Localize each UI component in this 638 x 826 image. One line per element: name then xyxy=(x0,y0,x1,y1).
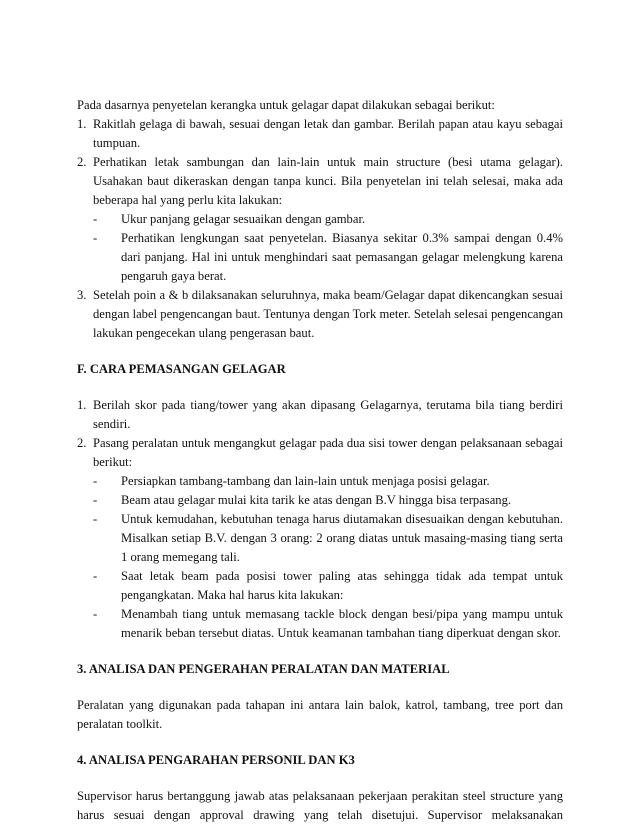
list-number: 1. xyxy=(77,398,87,412)
list-item-text: Perhatikan letak sambungan dan lain-lain untuk main structure (besi utama gelagar). Usahakan baut dikeraskan dengan tanpa kunci. Bila penyetelan ini telah selesai, maka ada beberapa hal yang perlu kita lakukan: xyxy=(93,155,563,207)
list-number: 2. xyxy=(77,436,87,450)
dash-bullet: - xyxy=(93,231,98,245)
sub-list-item xyxy=(93,567,563,605)
sub-item-text: Untuk kemudahan, kebutuhan tenaga harus diutamakan disesuaikan dengan kebutuhan. Misalkan setiap B.V. dengan 3 orang: 2 orang diatas untuk masaing-masing tiang serta 1 orang memegang tali. xyxy=(121,512,563,564)
sub-item-text: Ukur panjang gelagar sesuaikan dengan gambar. xyxy=(121,212,366,226)
section-4-paragraph: Supervisor harus bertanggung jawab atas pelaksanaan pekerjaan perakitan steel structure yang harus sesuai dengan approval drawing yang telah disetujui. Supervisor melaksanakan xyxy=(77,789,563,822)
list-item xyxy=(77,115,563,153)
sub-list-item xyxy=(93,472,563,491)
section-heading-4: 4. ANALISA PENGARAHAN PERSONIL DAN K3 xyxy=(77,753,355,767)
list-item-text: Berilah skor pada tiang/tower yang akan dipasang Gelagarnya, terutama bila tiang berdiri sendiri. xyxy=(93,398,563,431)
list-item-text: Rakitlah gelaga di bawah, sesuai dengan letak dan gambar. Berilah papan atau kayu sebagai tumpuan. xyxy=(93,117,563,150)
sub-list xyxy=(93,210,563,286)
sub-item-text: Persiapkan tambang-tambang dan lain-lain untuk menjaga posisi gelagar. xyxy=(121,474,490,488)
sub-list-item xyxy=(93,605,563,643)
list-item xyxy=(77,153,563,210)
sub-list-item xyxy=(93,210,563,229)
dash-bullet: - xyxy=(93,512,98,526)
installation-steps-list xyxy=(77,396,563,643)
sub-list-item xyxy=(93,491,563,510)
document-body xyxy=(77,96,563,825)
sub-list xyxy=(93,472,563,643)
section-heading-3: 3. ANALISA DAN PENGERAHAN PERALATAN DAN MATERIAL xyxy=(77,662,450,676)
assembly-steps-list xyxy=(77,115,563,343)
dash-bullet: - xyxy=(93,569,98,583)
intro-paragraph: Pada dasarnya penyetelan kerangka untuk gelagar dapat dilakukan sebagai berikut: xyxy=(77,98,495,112)
section-heading-f: F. CARA PEMASANGAN GELAGAR xyxy=(77,362,286,376)
dash-bullet: - xyxy=(93,474,98,488)
sub-item-text: Perhatikan lengkungan saat penyetelan. Biasanya sekitar 0.3% sampai dengan 0.4% dari panjang. Hal ini untuk menghindari saat pemasangan gelagar melengkung karena pengaruh gaya berat. xyxy=(121,231,563,283)
list-item xyxy=(77,434,563,472)
sub-item-text: Beam atau gelagar mulai kita tarik ke atas dengan B.V hingga bisa terpasang. xyxy=(121,493,512,507)
list-number: 1. xyxy=(77,117,87,131)
list-item xyxy=(77,286,563,343)
dash-bullet: - xyxy=(93,493,98,507)
dash-bullet: - xyxy=(93,607,98,621)
sub-item-text: Saat letak beam pada posisi tower paling atas sehingga tidak ada tempat untuk pengangkatan. Maka hal harus kita lakukan: xyxy=(121,569,563,602)
list-item xyxy=(77,396,563,434)
list-number: 2. xyxy=(77,155,87,169)
sub-list-item xyxy=(93,229,563,286)
section-3-paragraph: Peralatan yang digunakan pada tahapan ini antara lain balok, katrol, tambang, tree port dan peralatan toolkit. xyxy=(77,698,563,731)
list-item-text: Pasang peralatan untuk mengangkut gelagar pada dua sisi tower dengan pelaksanaan sebagai berikut: xyxy=(93,436,563,469)
sub-item-text: Menambah tiang untuk memasang tackle block dengan besi/pipa yang mampu untuk menarik beban tersebut diatas. Untuk keamanan tambahan tiang diperkuat dengan skor. xyxy=(121,607,563,640)
sub-list-item xyxy=(93,510,563,567)
dash-bullet: - xyxy=(93,212,98,226)
list-item-text: Setelah poin a & b dilaksanakan seluruhnya, maka beam/Gelagar dapat dikencangkan sesuai dengan label pengencangan baut. Tentunya dengan Tork meter. Setelah selesai pengencangan lakukan pengecekan ulang pengerasan baut. xyxy=(93,288,563,340)
list-number: 3. xyxy=(77,288,87,302)
